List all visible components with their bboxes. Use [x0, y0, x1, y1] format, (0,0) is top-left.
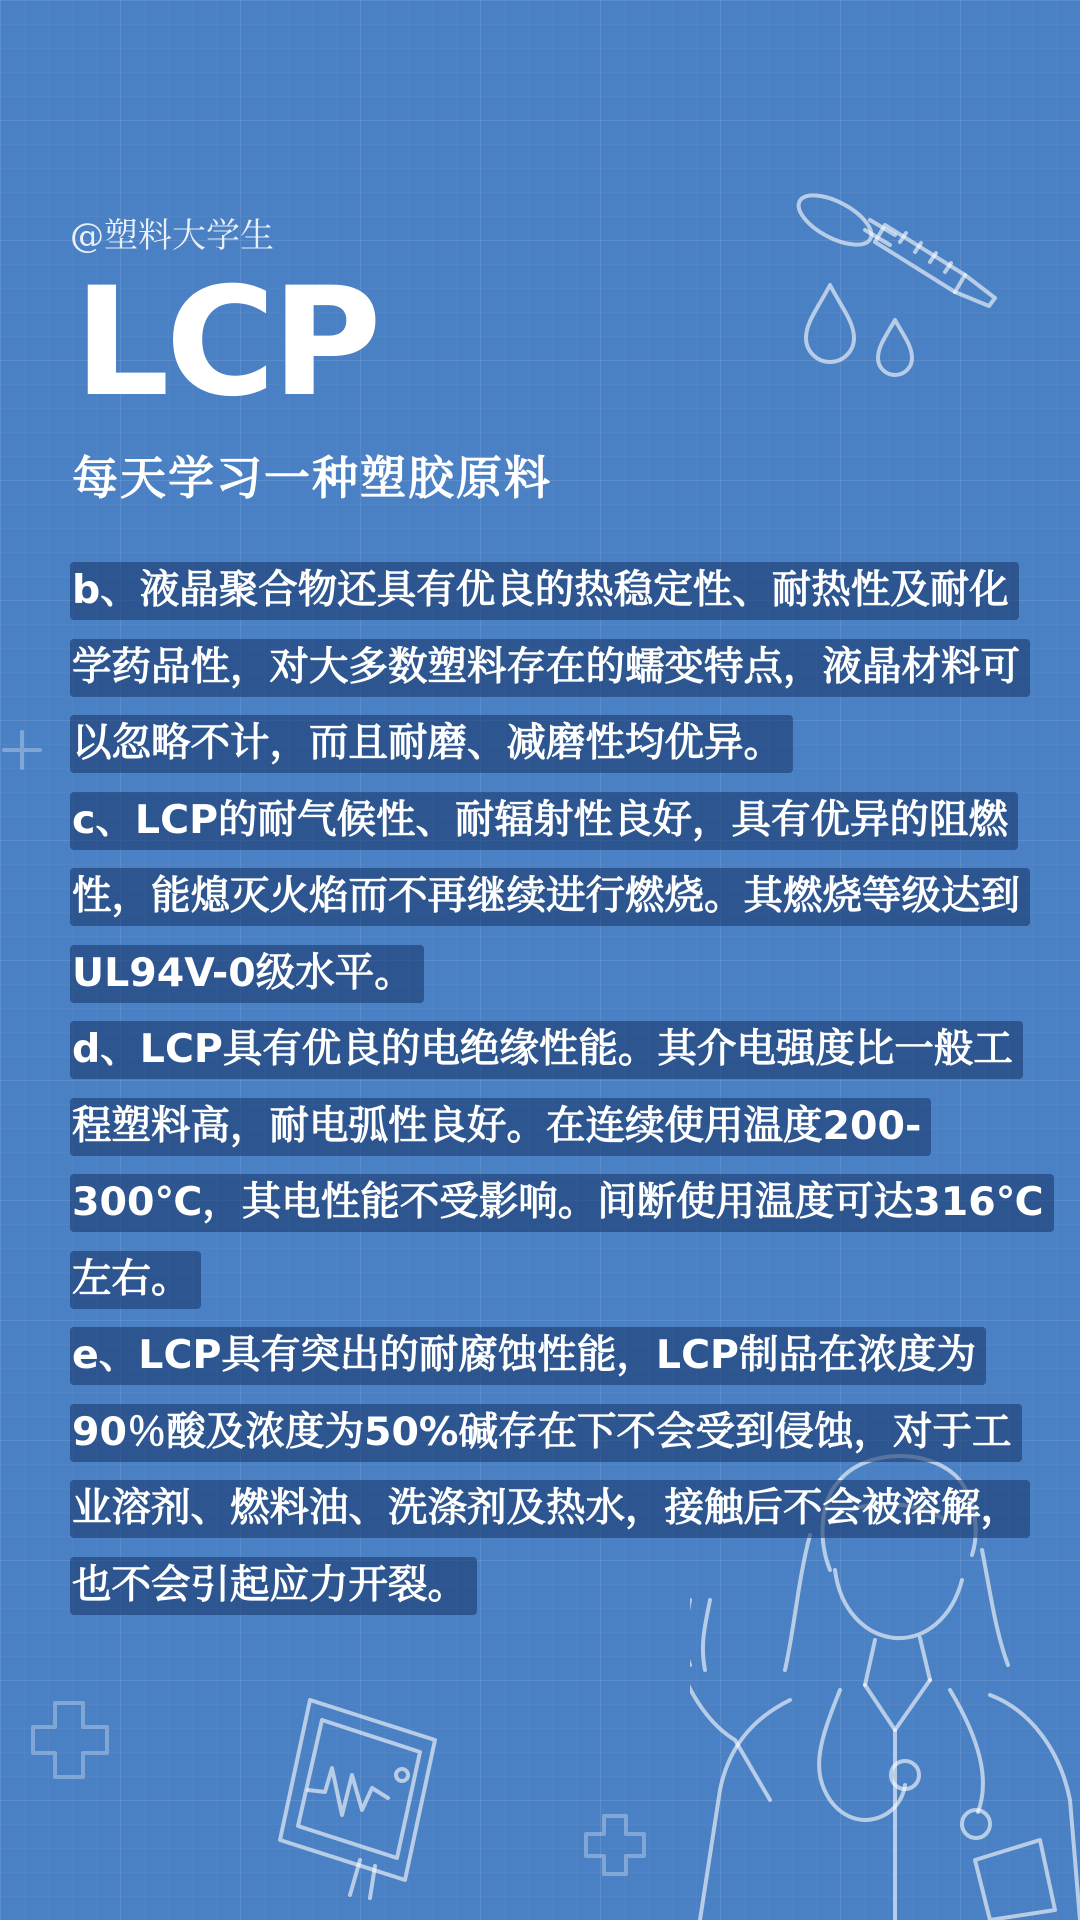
monitor-icon	[270, 1680, 450, 1900]
author-handle: @塑料大学生	[70, 216, 274, 256]
paragraph-c	[70, 782, 1045, 1012]
paragraph-d	[70, 1011, 1045, 1317]
water-drop-icon	[800, 280, 940, 390]
page-subtitle: 每天学习一种塑胶原料	[72, 451, 552, 505]
page-title: LCP	[74, 256, 378, 430]
plus-icon	[25, 1695, 115, 1785]
paragraph-e	[70, 1317, 1045, 1623]
plus-icon	[0, 720, 50, 780]
paragraph-text: d、LCP具有优良的电绝缘性能。其介电强度比一般工程塑料高，耐电弧性良好。在连续使用温度200-300℃，其电性能不受影响。间断使用温度可达316℃左右。	[70, 1021, 1054, 1309]
plus-icon	[580, 1810, 650, 1880]
paragraph-text: c、LCP的耐气候性、耐辐射性良好，具有优异的阻燃性，能熄灭火焰而不再继续进行燃烧。其燃烧等级达到UL94V-0级水平。	[70, 792, 1030, 1003]
paragraph-text: b、液晶聚合物还具有优良的热稳定性、耐热性及耐化学药品性，对大多数塑料存在的蠕变特点，液晶材料可以忽略不计，而且耐磨、减磨性均优异。	[70, 562, 1030, 773]
paragraph-b	[70, 552, 1045, 782]
paragraph-text: e、LCP具有突出的耐腐蚀性能，LCP制品在浓度为90％酸及浓度为50%碱存在下不会受到侵蚀，对于工业溶剂、燃料油、洗涤剂及热水，接触后不会被溶解，也不会引起应力开裂。	[70, 1327, 1030, 1615]
content-body	[70, 552, 1045, 1623]
